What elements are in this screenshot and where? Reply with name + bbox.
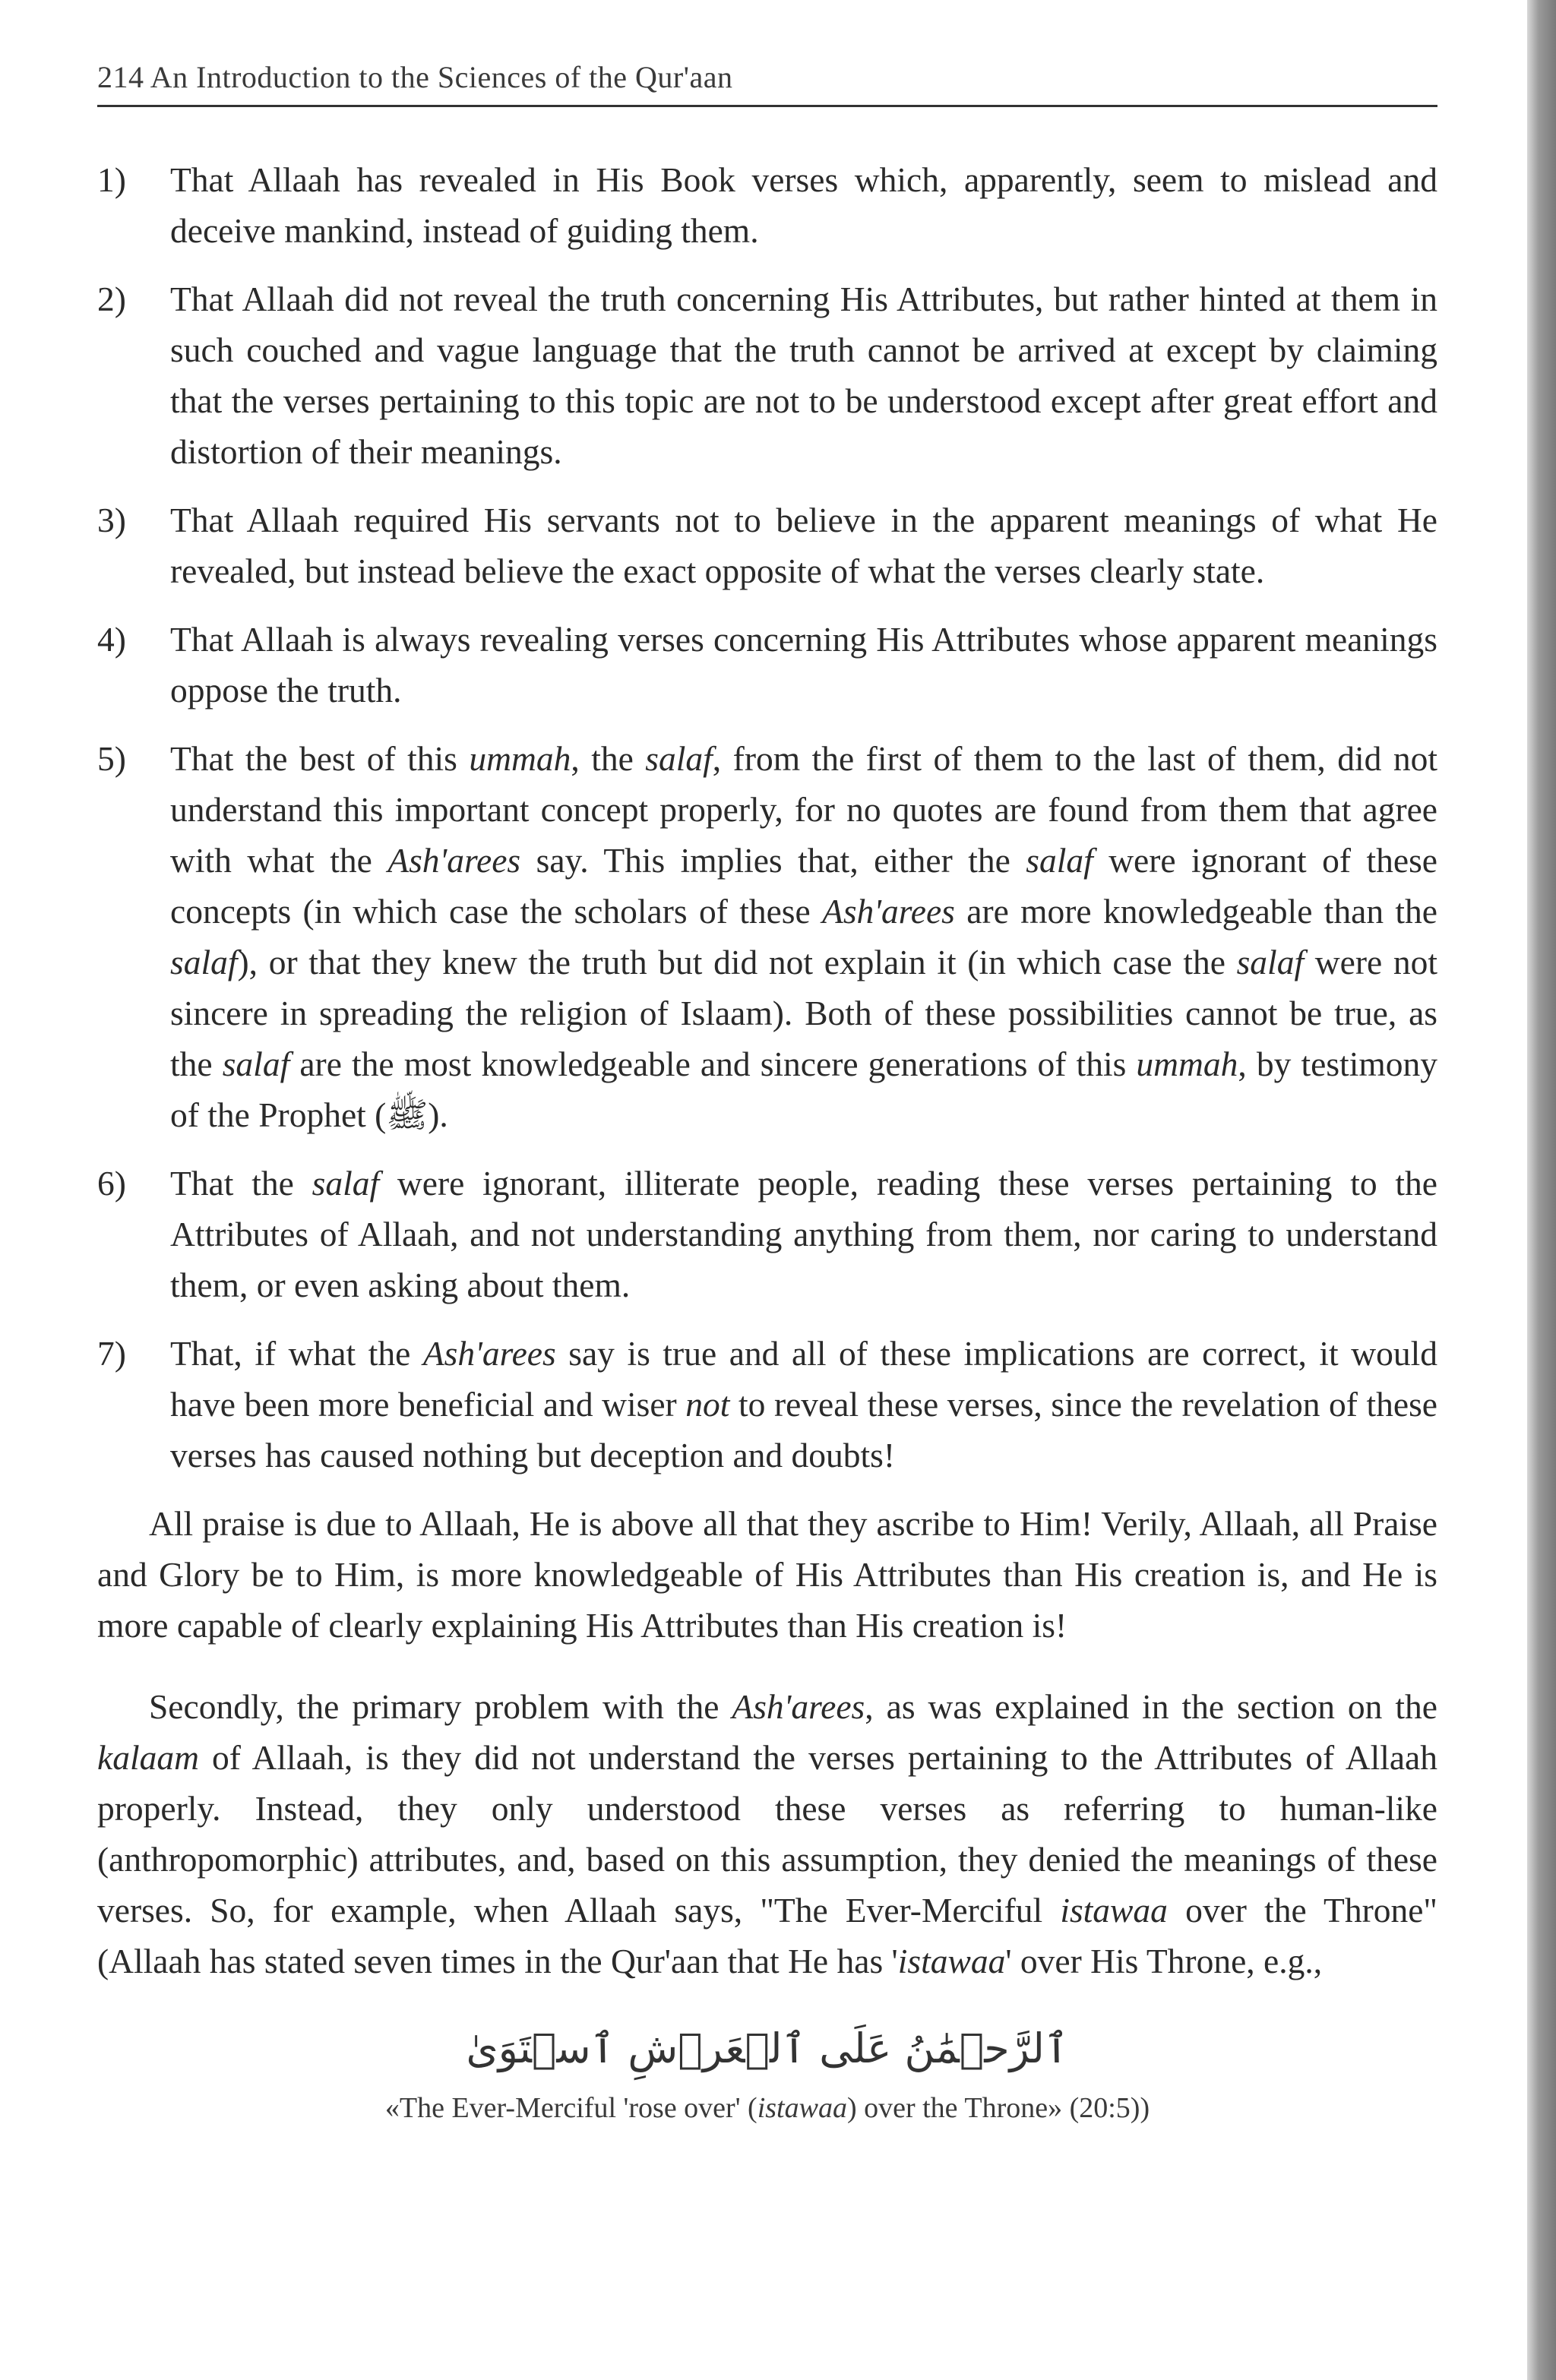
text-run: ), or that they knew the truth but did not explain it (in which case the	[237, 943, 1237, 981]
italic-term: istawaa	[1060, 1891, 1168, 1930]
text-run: That, if what the	[170, 1334, 423, 1373]
text-run: , the	[571, 739, 646, 778]
text-run: That Allaah has revealed in His Book verses which, apparently, seem to mislead and deceive mankind, instead of guiding them.	[170, 160, 1437, 250]
text-run: are the most knowledgeable and sincere generations of this	[289, 1045, 1137, 1083]
text-run: say is true and all of these implications are correct, it would have been more beneficial and wiser	[170, 1334, 1437, 1424]
italic-term: salaf	[1026, 841, 1093, 880]
text-run: were ignorant, illiterate people, reading these verses pertaining to the Attributes of Allaah, and not understanding anything from them, nor caring to understand them, or even asking about them.	[170, 1164, 1438, 1304]
list-item-text	[170, 1328, 1437, 1481]
list-number: 1)	[97, 160, 126, 199]
list-item-text	[170, 154, 1437, 256]
list-item	[97, 273, 1437, 477]
text-run: of Allaah, is they did not understand the verses pertaining to the Attributes of Allaah properly. Instead, they only understood these verses as referring to human-like (anthropomorphic) attributes, and, based on this assumption, they denied the meanings of these verses. So, for example, when Allaah says, "The Ever-Merciful	[97, 1738, 1437, 1930]
book-page	[97, 58, 1437, 2337]
italic-term: Ash'arees	[822, 892, 955, 931]
list-item	[97, 154, 1437, 256]
text-run: , from the first of them to the last of them, did not understand this important concept properly, for no quotes are found from them that agree with what the	[170, 739, 1437, 880]
list-item	[97, 733, 1437, 1140]
italic-term: kalaam	[97, 1738, 199, 1777]
italic-term: ummah	[469, 739, 571, 778]
text-run: That Allaah is always revealing verses concerning His Attributes whose apparent meanings oppose the truth.	[170, 620, 1437, 710]
italic-term: not	[685, 1385, 730, 1424]
italic-term: salaf	[222, 1045, 290, 1083]
list-item	[97, 495, 1437, 596]
italic-term: salaf	[170, 943, 238, 981]
text-run: ) over the Throne» (20:5))	[846, 2092, 1150, 2124]
list-item-text	[170, 495, 1437, 596]
italic-term: Ash'arees	[387, 841, 521, 880]
text-run: are more knowledgeable than the	[954, 892, 1437, 931]
numbered-list	[97, 154, 1437, 1481]
list-item-text	[170, 1158, 1437, 1310]
list-number: 3)	[97, 501, 126, 539]
list-number: 5)	[97, 739, 126, 778]
italic-term: salaf	[312, 1164, 380, 1203]
running-header: 214 An Introduction to the Sciences of the Qur'aan	[97, 58, 1437, 107]
list-item-text	[170, 273, 1437, 477]
text-run: That the best of this	[170, 739, 470, 778]
list-number: 7)	[97, 1334, 126, 1373]
italic-term: Ash'arees	[732, 1687, 865, 1726]
italic-term: istawaa	[897, 1942, 1006, 1980]
text-run: Secondly, the primary problem with the	[149, 1687, 732, 1726]
list-number: 6)	[97, 1164, 126, 1203]
list-item-text	[170, 733, 1437, 1140]
list-number: 2)	[97, 280, 126, 318]
italic-term: istawaa	[757, 2092, 847, 2124]
text-run: were not sincere in spreading the religion of Islaam). Both of these possibilities cannot be true, as the	[170, 943, 1437, 1083]
text-run: , as was explained in the section on the	[865, 1687, 1437, 1726]
paragraph-praise	[97, 1498, 1437, 1651]
page-edge-shadow	[1527, 0, 1556, 2380]
text-run: to reveal these verses, since the revelation of these verses has caused nothing but deception and doubts!	[170, 1385, 1438, 1474]
list-item-text	[170, 614, 1437, 716]
text-run: That Allaah required His servants not to believe in the apparent meanings of what He revealed, but instead believe the exact opposite of what the verses clearly state.	[170, 501, 1437, 590]
text-run: over the Throne" (Allaah has stated seven times in the Qur'aan that He has '	[97, 1891, 1438, 1980]
text-run: say. This implies that, either the	[520, 841, 1026, 880]
text-run: were ignorant of these concepts (in which case the scholars of these	[170, 841, 1437, 931]
arabic-verse: ٱلرَّحۡمَٰنُ عَلَى ٱلۡعَرۡشِ ٱسۡتَوَىٰ	[466, 2024, 1069, 2072]
text-run: All praise is due to Allaah, He is above all that they ascribe to Him! Verily, Allaah, all Praise and Glory be to Him, is more knowledgeable of His Attributes than His creation is, and He is more capable of clearly explaining His Attributes than His creation is!	[97, 1504, 1437, 1645]
list-number: 4)	[97, 620, 126, 659]
paragraph-secondly	[97, 1681, 1437, 1986]
italic-term: salaf	[1236, 943, 1305, 981]
text-run: «The Ever-Merciful 'rose over' (	[384, 2092, 757, 2124]
text-run: That the	[170, 1164, 312, 1203]
list-item	[97, 1328, 1437, 1481]
italic-term: ummah	[1136, 1045, 1238, 1083]
list-item	[97, 614, 1437, 716]
list-item	[97, 1158, 1437, 1310]
text-run: That Allaah did not reveal the truth concerning His Attributes, but rather hinted at them in such couched and vague language that the truth cannot be arrived at except by claiming that the verses pertaining to this topic are not to be understood except after great effort and distortion of their meanings.	[170, 280, 1437, 471]
verse-translation-caption	[97, 2087, 1437, 2129]
italic-term: Ash'arees	[422, 1334, 556, 1373]
text-run: , by testimony of the Prophet (ﷺ).	[170, 1045, 1437, 1134]
text-run: ' over His Throne, e.g.,	[1005, 1942, 1323, 1980]
italic-term: salaf	[645, 739, 713, 778]
